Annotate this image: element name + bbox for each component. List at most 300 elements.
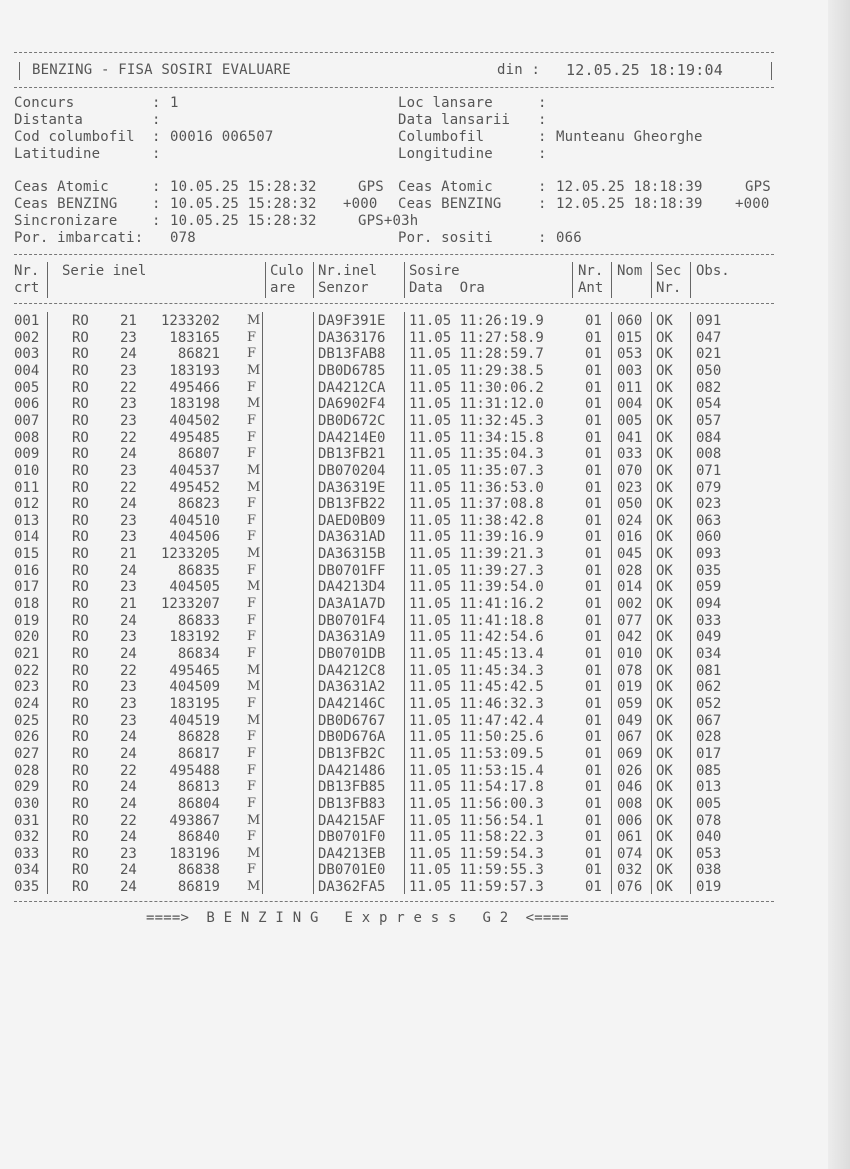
cell-nr: 016 — [14, 562, 40, 579]
cell-y: 23 — [120, 462, 137, 479]
cell-obs: 005 — [696, 795, 722, 812]
table-row — [0, 763, 800, 780]
cell-dt: 11.05 11:56:00.3 — [409, 795, 544, 812]
cell-sen: DB0701FF — [318, 562, 386, 579]
cell-sen: DA362FA5 — [318, 879, 386, 896]
cell-ring: 86817 — [177, 745, 220, 762]
cell-obs: 053 — [696, 845, 722, 862]
cell-ring: 183195 — [169, 695, 220, 712]
cell-ant: 01 — [585, 829, 602, 846]
cell-nom: 059 — [617, 695, 643, 712]
colon: : — [152, 213, 161, 229]
cell-y: 24 — [120, 346, 137, 363]
longitudine-colon: : — [538, 146, 547, 162]
cell-c: RO — [72, 745, 89, 762]
cell-nr: 020 — [14, 629, 40, 646]
cell-nom: 074 — [617, 845, 643, 862]
cell-nr: 029 — [14, 779, 40, 796]
cell-obs: 093 — [696, 546, 722, 563]
table-row — [0, 496, 800, 513]
col-sec-1: Sec — [656, 263, 682, 279]
cell-c: RO — [72, 346, 89, 363]
concurs-label: Concurs — [14, 95, 75, 111]
cell-ant: 01 — [585, 496, 602, 513]
cell-s: M — [247, 879, 261, 895]
cell-sen: DA3631AD — [318, 529, 386, 546]
cell-obs: 013 — [696, 779, 722, 796]
cell-nom: 049 — [617, 712, 643, 729]
table-row — [0, 713, 800, 730]
cell-nr: 021 — [14, 646, 40, 662]
cell-c: RO — [72, 729, 89, 746]
cell-c: RO — [72, 795, 89, 812]
cell-ant: 01 — [585, 612, 602, 629]
ceas-benzing-left-value: 10.05.25 15:28:32 — [170, 196, 317, 212]
cell-nr: 028 — [14, 762, 40, 779]
cell-c: RO — [72, 862, 89, 879]
cell-nr: 031 — [14, 812, 40, 829]
distanta-label: Distanta — [14, 112, 84, 128]
cell-obs: 091 — [696, 313, 722, 329]
cell-sec: OK — [656, 512, 673, 529]
cell-s: F — [247, 496, 257, 512]
cell-ring: 183196 — [169, 845, 220, 862]
hsep — [265, 262, 266, 298]
cell-sec: OK — [656, 396, 673, 413]
cell-ant: 01 — [585, 795, 602, 812]
cell-ring: 495466 — [169, 379, 220, 396]
cell-dt: 11.05 11:41:16.2 — [409, 596, 544, 613]
cell-sec: OK — [656, 845, 673, 862]
cell-nom: 046 — [617, 779, 643, 796]
cell-ring: 404519 — [169, 712, 220, 729]
imbarcati-label: Por. imbarcati: — [14, 230, 144, 246]
cell-sec: OK — [656, 579, 673, 596]
cell-dt: 11.05 11:35:07.3 — [409, 462, 544, 479]
cell-nom: 028 — [617, 562, 643, 579]
sositi-label: Por. sositi — [398, 230, 493, 246]
cell-c: RO — [72, 379, 89, 396]
cell-nom: 016 — [617, 529, 643, 546]
cell-nom: 023 — [617, 479, 643, 496]
table-row — [0, 646, 800, 663]
cell-nr: 033 — [14, 845, 40, 862]
table-header-rule — [14, 303, 774, 304]
cell-s: F — [247, 379, 257, 395]
cell-sec: OK — [656, 429, 673, 446]
report-din-label: din : — [497, 62, 541, 78]
cell-ant: 01 — [585, 695, 602, 712]
cell-ring: 404506 — [169, 529, 220, 546]
cell-c: RO — [72, 362, 89, 379]
cell-dt: 11.05 11:47:42.4 — [409, 712, 544, 729]
col-sosire-2: Data Ora — [409, 280, 485, 296]
cell-c: RO — [72, 646, 89, 662]
longitudine-label: Longitudine — [398, 146, 493, 162]
report-title: BENZING - FISA SOSIRI EVALUARE — [32, 62, 291, 78]
hsep — [47, 262, 48, 298]
cell-s: M — [247, 396, 261, 412]
cell-sen: DB13FB85 — [318, 779, 386, 796]
cell-nom: 010 — [617, 646, 643, 662]
cell-nom: 045 — [617, 546, 643, 563]
cell-s: M — [247, 812, 261, 828]
cell-obs: 033 — [696, 612, 722, 629]
cod-columbofil-colon: : — [152, 129, 161, 145]
cell-ant: 01 — [585, 629, 602, 646]
cell-nom: 024 — [617, 512, 643, 529]
cell-ring: 86834 — [177, 646, 220, 662]
cell-sec: OK — [656, 346, 673, 363]
cell-nom: 070 — [617, 462, 643, 479]
cell-c: RO — [72, 812, 89, 829]
cell-sec: OK — [656, 662, 673, 679]
cell-dt: 11.05 11:45:13.4 — [409, 646, 544, 662]
cell-ant: 01 — [585, 862, 602, 879]
cell-nom: 069 — [617, 745, 643, 762]
cell-obs: 085 — [696, 762, 722, 779]
cell-sec: OK — [656, 812, 673, 829]
cell-s: F — [247, 762, 257, 778]
cell-sen: DB0701F0 — [318, 829, 386, 846]
table-row — [0, 513, 800, 530]
table-row — [0, 563, 800, 580]
cell-sen: DA36315B — [318, 546, 386, 563]
cell-sec: OK — [656, 679, 673, 696]
cell-sec: OK — [656, 329, 673, 346]
ceas-benzing-right-suffix: +000 — [735, 196, 770, 212]
cell-sen: DB13FB2C — [318, 745, 386, 762]
cell-sec: OK — [656, 362, 673, 379]
cell-y: 24 — [120, 729, 137, 746]
cell-nr: 032 — [14, 829, 40, 846]
cell-ant: 01 — [585, 362, 602, 379]
cell-obs: 084 — [696, 429, 722, 446]
table-row — [0, 346, 800, 363]
cell-dt: 11.05 11:46:32.3 — [409, 695, 544, 712]
cell-s: M — [247, 579, 261, 595]
cell-sen: DB0701DB — [318, 646, 386, 662]
cell-ring: 86804 — [177, 795, 220, 812]
col-serie: Serie inel — [62, 263, 147, 279]
cell-sen: DB0701F4 — [318, 612, 386, 629]
cell-c: RO — [72, 546, 89, 563]
cell-nr: 005 — [14, 379, 40, 396]
cell-c: RO — [72, 429, 89, 446]
cell-sec: OK — [656, 529, 673, 546]
cell-sen: DA4213D4 — [318, 579, 386, 596]
cell-c: RO — [72, 829, 89, 846]
cell-s: F — [247, 695, 257, 711]
cell-s: M — [247, 679, 261, 695]
cell-y: 24 — [120, 496, 137, 513]
footer-banner: ====> B E N Z I N G E x p r e s s G 2 <==== — [146, 910, 569, 926]
cell-sec: OK — [656, 546, 673, 563]
table-row — [0, 779, 800, 796]
report-datetime: 12.05.25 18:19:04 — [566, 61, 723, 79]
cell-s: F — [247, 646, 257, 661]
cell-obs: 082 — [696, 379, 722, 396]
table-row — [0, 313, 800, 330]
cell-sen: DA363176 — [318, 329, 386, 346]
cell-obs: 062 — [696, 679, 722, 696]
data-lansarii-colon: : — [538, 112, 547, 128]
cell-ant: 01 — [585, 579, 602, 596]
cell-sen: DA9F391E — [318, 313, 386, 329]
cell-nr: 025 — [14, 712, 40, 729]
cell-obs: 038 — [696, 862, 722, 879]
cell-nom: 032 — [617, 862, 643, 879]
scan-edge — [828, 0, 850, 1169]
cell-y: 24 — [120, 879, 137, 896]
table-bottom-rule — [14, 901, 774, 902]
cell-sec: OK — [656, 729, 673, 746]
cell-sec: OK — [656, 629, 673, 646]
cell-s: M — [247, 662, 261, 678]
cell-y: 21 — [120, 596, 137, 613]
cell-s: M — [247, 712, 261, 728]
cell-y: 23 — [120, 712, 137, 729]
ceas-benzing-right-value: 12.05.25 18:18:39 — [556, 196, 703, 212]
table-row — [0, 862, 800, 879]
cell-c: RO — [72, 712, 89, 729]
cell-nom: 041 — [617, 429, 643, 446]
data-lansarii-label: Data lansarii — [398, 112, 511, 128]
cell-ring: 404510 — [169, 512, 220, 529]
cell-s: M — [247, 362, 261, 378]
table-row — [0, 679, 800, 696]
table-row — [0, 396, 800, 413]
col-nr-1: Nr. — [14, 263, 40, 279]
cell-ring: 86838 — [177, 862, 220, 879]
cell-nr: 003 — [14, 346, 40, 363]
cell-sec: OK — [656, 646, 673, 662]
cell-nom: 019 — [617, 679, 643, 696]
cell-sen: DA4212C8 — [318, 662, 386, 679]
table-row — [0, 579, 800, 596]
columbofil-label: Columbofil — [398, 129, 485, 145]
cell-dt: 11.05 11:58:22.3 — [409, 829, 544, 846]
cell-y: 22 — [120, 662, 137, 679]
cell-sen: DA6902F4 — [318, 396, 386, 413]
cell-dt: 11.05 11:39:16.9 — [409, 529, 544, 546]
table-row — [0, 613, 800, 630]
cell-obs: 035 — [696, 562, 722, 579]
table-row — [0, 879, 800, 896]
cell-sec: OK — [656, 762, 673, 779]
cell-ring: 495485 — [169, 429, 220, 446]
sincronizare-suffix: GPS+03h — [358, 213, 419, 229]
cell-s: F — [247, 745, 257, 761]
cell-s: F — [247, 512, 257, 528]
cell-dt: 11.05 11:39:27.3 — [409, 562, 544, 579]
cell-obs: 067 — [696, 712, 722, 729]
cell-nom: 050 — [617, 496, 643, 513]
cell-dt: 11.05 11:29:38.5 — [409, 362, 544, 379]
cell-sen: DA4212CA — [318, 379, 386, 396]
cell-ring: 86821 — [177, 346, 220, 363]
cell-sen: DB0D6767 — [318, 712, 386, 729]
cell-ring: 86835 — [177, 562, 220, 579]
cell-nom: 053 — [617, 346, 643, 363]
cell-s: M — [247, 479, 261, 495]
cell-ant: 01 — [585, 512, 602, 529]
cell-s: F — [247, 446, 257, 462]
cell-ring: 495488 — [169, 762, 220, 779]
cell-y: 24 — [120, 779, 137, 796]
col-nr-2: crt — [14, 280, 40, 296]
cell-ant: 01 — [585, 646, 602, 662]
cell-obs: 078 — [696, 812, 722, 829]
cell-ant: 01 — [585, 529, 602, 546]
cell-nr: 018 — [14, 596, 40, 613]
cell-sen: DA4213EB — [318, 845, 386, 862]
cell-sen: DA3631A2 — [318, 679, 386, 696]
table-row — [0, 546, 800, 563]
cell-nr: 011 — [14, 479, 40, 496]
table-row — [0, 663, 800, 680]
cell-s: F — [247, 729, 257, 745]
table-row — [0, 813, 800, 830]
cell-c: RO — [72, 662, 89, 679]
table-row — [0, 463, 800, 480]
cell-s: F — [247, 412, 257, 428]
cell-dt: 11.05 11:41:18.8 — [409, 612, 544, 629]
hsep — [690, 262, 691, 298]
colon: : — [538, 230, 547, 246]
cell-sec: OK — [656, 313, 673, 329]
cell-ant: 01 — [585, 712, 602, 729]
cell-c: RO — [72, 779, 89, 796]
cell-nr: 006 — [14, 396, 40, 413]
cell-nr: 019 — [14, 612, 40, 629]
cell-nr: 013 — [14, 512, 40, 529]
cell-s: M — [247, 845, 261, 861]
table-row — [0, 796, 800, 813]
cell-sen: DA3A1A7D — [318, 596, 386, 613]
cell-obs: 034 — [696, 646, 722, 662]
cell-nom: 060 — [617, 313, 643, 329]
cell-obs: 063 — [696, 512, 722, 529]
cell-sec: OK — [656, 712, 673, 729]
table-row — [0, 696, 800, 713]
cell-dt: 11.05 11:45:34.3 — [409, 662, 544, 679]
cell-y: 24 — [120, 646, 137, 662]
cell-nr: 024 — [14, 695, 40, 712]
cell-s: F — [247, 829, 257, 845]
cell-ring: 183198 — [169, 396, 220, 413]
hsep — [404, 262, 405, 298]
cell-c: RO — [72, 695, 89, 712]
cell-y: 23 — [120, 396, 137, 413]
cell-ant: 01 — [585, 546, 602, 563]
cell-sec: OK — [656, 462, 673, 479]
cell-c: RO — [72, 446, 89, 463]
cell-sec: OK — [656, 596, 673, 613]
cell-nom: 061 — [617, 829, 643, 846]
cell-ant: 01 — [585, 729, 602, 746]
imbarcati-value: 078 — [170, 230, 196, 246]
table-row — [0, 480, 800, 497]
cell-sen: DA3631A9 — [318, 629, 386, 646]
ceas-atomic-right-suffix: GPS — [745, 179, 771, 195]
header-top-rule — [14, 52, 774, 53]
cell-sen: DA421486 — [318, 762, 386, 779]
cell-nr: 022 — [14, 662, 40, 679]
cell-y: 21 — [120, 313, 137, 329]
cell-ring: 86813 — [177, 779, 220, 796]
ceas-benzing-right-label: Ceas BENZING — [398, 196, 502, 212]
cell-sec: OK — [656, 795, 673, 812]
cell-y: 22 — [120, 812, 137, 829]
cell-c: RO — [72, 412, 89, 429]
table-row — [0, 330, 800, 347]
cell-sen: DB0D6785 — [318, 362, 386, 379]
cell-y: 23 — [120, 695, 137, 712]
colon: : — [152, 196, 161, 212]
cell-ant: 01 — [585, 446, 602, 463]
cell-obs: 071 — [696, 462, 722, 479]
hsep — [572, 262, 573, 298]
cell-y: 22 — [120, 379, 137, 396]
cell-ant: 01 — [585, 479, 602, 496]
table-row — [0, 380, 800, 397]
cell-nom: 076 — [617, 879, 643, 896]
table-top-rule — [14, 254, 774, 255]
col-inel-1: Nr.inel — [318, 263, 378, 279]
cell-dt: 11.05 11:53:15.4 — [409, 762, 544, 779]
cell-ring: 86833 — [177, 612, 220, 629]
cell-dt: 11.05 11:36:53.0 — [409, 479, 544, 496]
cell-c: RO — [72, 879, 89, 896]
cell-ring: 1233207 — [160, 596, 220, 613]
cell-nr: 026 — [14, 729, 40, 746]
cell-sen: DB13FB22 — [318, 496, 386, 513]
ceas-benzing-left-label: Ceas BENZING — [14, 196, 118, 212]
header-right-bar — [771, 62, 772, 80]
cell-ant: 01 — [585, 745, 602, 762]
cell-ring: 86828 — [177, 729, 220, 746]
cell-ring: 495465 — [169, 662, 220, 679]
cell-dt: 11.05 11:59:55.3 — [409, 862, 544, 879]
cell-dt: 11.05 11:45:42.5 — [409, 679, 544, 696]
cell-ant: 01 — [585, 596, 602, 613]
cell-y: 21 — [120, 546, 137, 563]
cell-obs: 023 — [696, 496, 722, 513]
cell-ring: 86807 — [177, 446, 220, 463]
cell-s: F — [247, 779, 257, 795]
cell-ring: 404537 — [169, 462, 220, 479]
cod-columbofil-label: Cod columbofil — [14, 129, 135, 145]
cell-dt: 11.05 11:56:54.1 — [409, 812, 544, 829]
cell-sec: OK — [656, 446, 673, 463]
cell-c: RO — [72, 679, 89, 696]
cell-dt: 11.05 11:39:21.3 — [409, 546, 544, 563]
cell-ring: 404505 — [169, 579, 220, 596]
cell-nom: 077 — [617, 612, 643, 629]
cell-ant: 01 — [585, 379, 602, 396]
cell-dt: 11.05 11:30:06.2 — [409, 379, 544, 396]
cell-c: RO — [72, 329, 89, 346]
cell-s: F — [247, 529, 257, 545]
cell-dt: 11.05 11:28:59.7 — [409, 346, 544, 363]
col-sosire-1: Sosire — [409, 263, 460, 279]
cell-ring: 404509 — [169, 679, 220, 696]
cell-sec: OK — [656, 479, 673, 496]
col-inel-2: Senzor — [318, 280, 369, 296]
table-row — [0, 430, 800, 447]
cell-y: 23 — [120, 579, 137, 596]
